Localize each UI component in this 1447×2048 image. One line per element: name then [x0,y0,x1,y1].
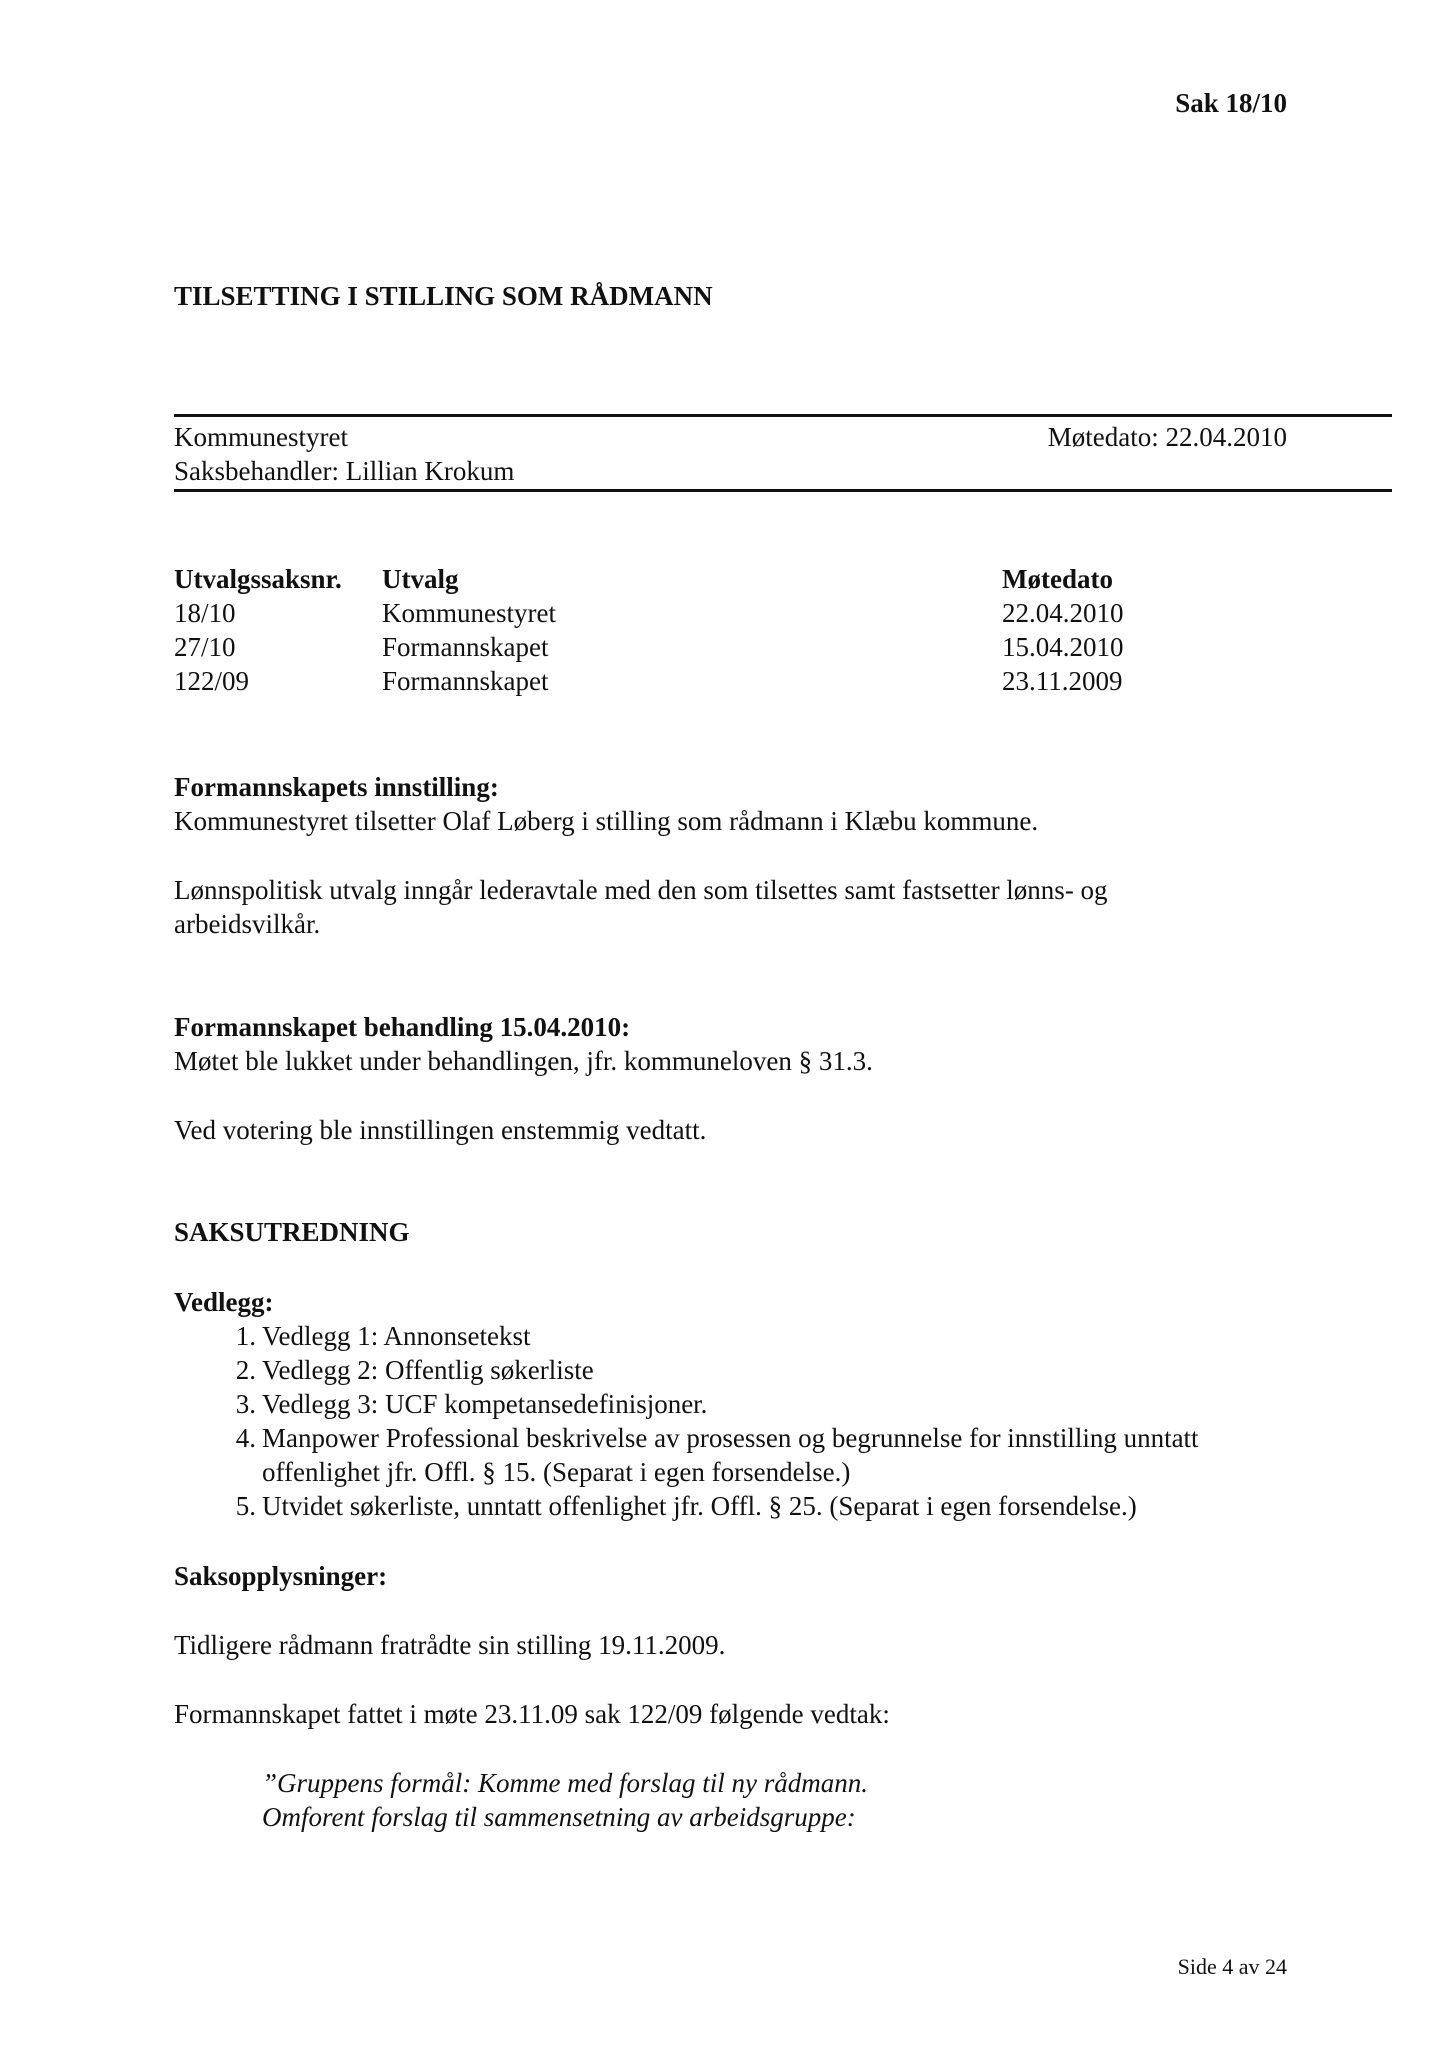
bottom-rule [174,489,1392,492]
document-title: TILSETTING I STILLING SOM RÅDMANN [174,281,713,311]
committee-name: Kommunestyret [174,422,348,452]
attachments-heading: Vedlegg: [174,1287,274,1317]
table-cell: 15.04.2010 [1002,632,1124,662]
meeting-date: Møtedato: 22.04.2010 [1047,422,1287,452]
table-cell: 122/09 [174,666,250,696]
list-text: offenlighet jfr. Offl. § 15. (Separat i egen forsendelse.) [262,1457,851,1487]
list-text: Utvidet søkerliste, unntatt offenlighet jfr. Offl. § 25. (Separat i egen forsendelse.) [262,1491,1137,1521]
treatment-heading: Formannskapet behandling 15.04.2010: [174,1012,631,1042]
table-header-cell: Møtedato [1002,564,1113,594]
list-text: Vedlegg 1: Annonsetekst [262,1321,531,1351]
info-text: Tidligere rådmann fratrådte sin stilling 19.11.2009. [174,1630,726,1660]
top-rule [174,414,1392,417]
recommendation-heading: Formannskapets innstilling: [174,772,499,802]
table-cell: 23.11.2009 [1002,666,1123,696]
page-number: Side 4 av 24 [1177,1954,1287,1979]
list-number: 2. [235,1355,256,1385]
table-cell: 27/10 [174,632,236,662]
treatment-text: Ved votering ble innstillingen enstemmig vedtatt. [174,1115,707,1145]
quote-text: ”Gruppens formål: Komme med forslag til ny rådmann. [262,1768,868,1798]
list-text: Vedlegg 3: UCF kompetansedefinisjoner. [262,1389,708,1419]
case-reference: Sak 18/10 [1175,88,1287,118]
list-number: 4. [235,1423,256,1453]
table-header-cell: Utvalg [382,564,459,594]
list-text: Vedlegg 2: Offentlig søkerliste [262,1355,594,1385]
table-cell: Formannskapet [382,666,549,696]
recommendation-text: Kommunestyret tilsetter Olaf Løberg i stilling som rådmann i Klæbu kommune. [174,806,1039,836]
list-number: 3. [235,1389,256,1419]
info-text: Formannskapet fattet i møte 23.11.09 sak 122/09 følgende vedtak: [174,1699,890,1729]
quote-text: Omforent forslag til sammensetning av arbeidsgruppe: [262,1802,856,1832]
section-heading: SAKSUTREDNING [174,1217,410,1247]
table-cell: 18/10 [174,598,236,628]
recommendation-text: arbeidsvilkår. [174,909,321,939]
table-cell: Kommunestyret [382,598,556,628]
table-cell: Formannskapet [382,632,549,662]
info-heading: Saksopplysninger: [174,1561,388,1591]
treatment-text: Møtet ble lukket under behandlingen, jfr. kommuneloven § 31.3. [174,1046,873,1076]
recommendation-text: Lønnspolitisk utvalg inngår lederavtale med den som tilsettes samt fastsetter lønns- og [174,875,1108,905]
list-number: 1. [235,1321,256,1351]
list-number: 5. [235,1491,256,1521]
list-text: Manpower Professional beskrivelse av prosessen og begrunnelse for innstilling unntatt [262,1423,1199,1453]
table-cell: 22.04.2010 [1002,598,1124,628]
table-header-cell: Utvalgssaksnr. [174,564,342,594]
case-officer: Saksbehandler: Lillian Krokum [174,456,515,486]
